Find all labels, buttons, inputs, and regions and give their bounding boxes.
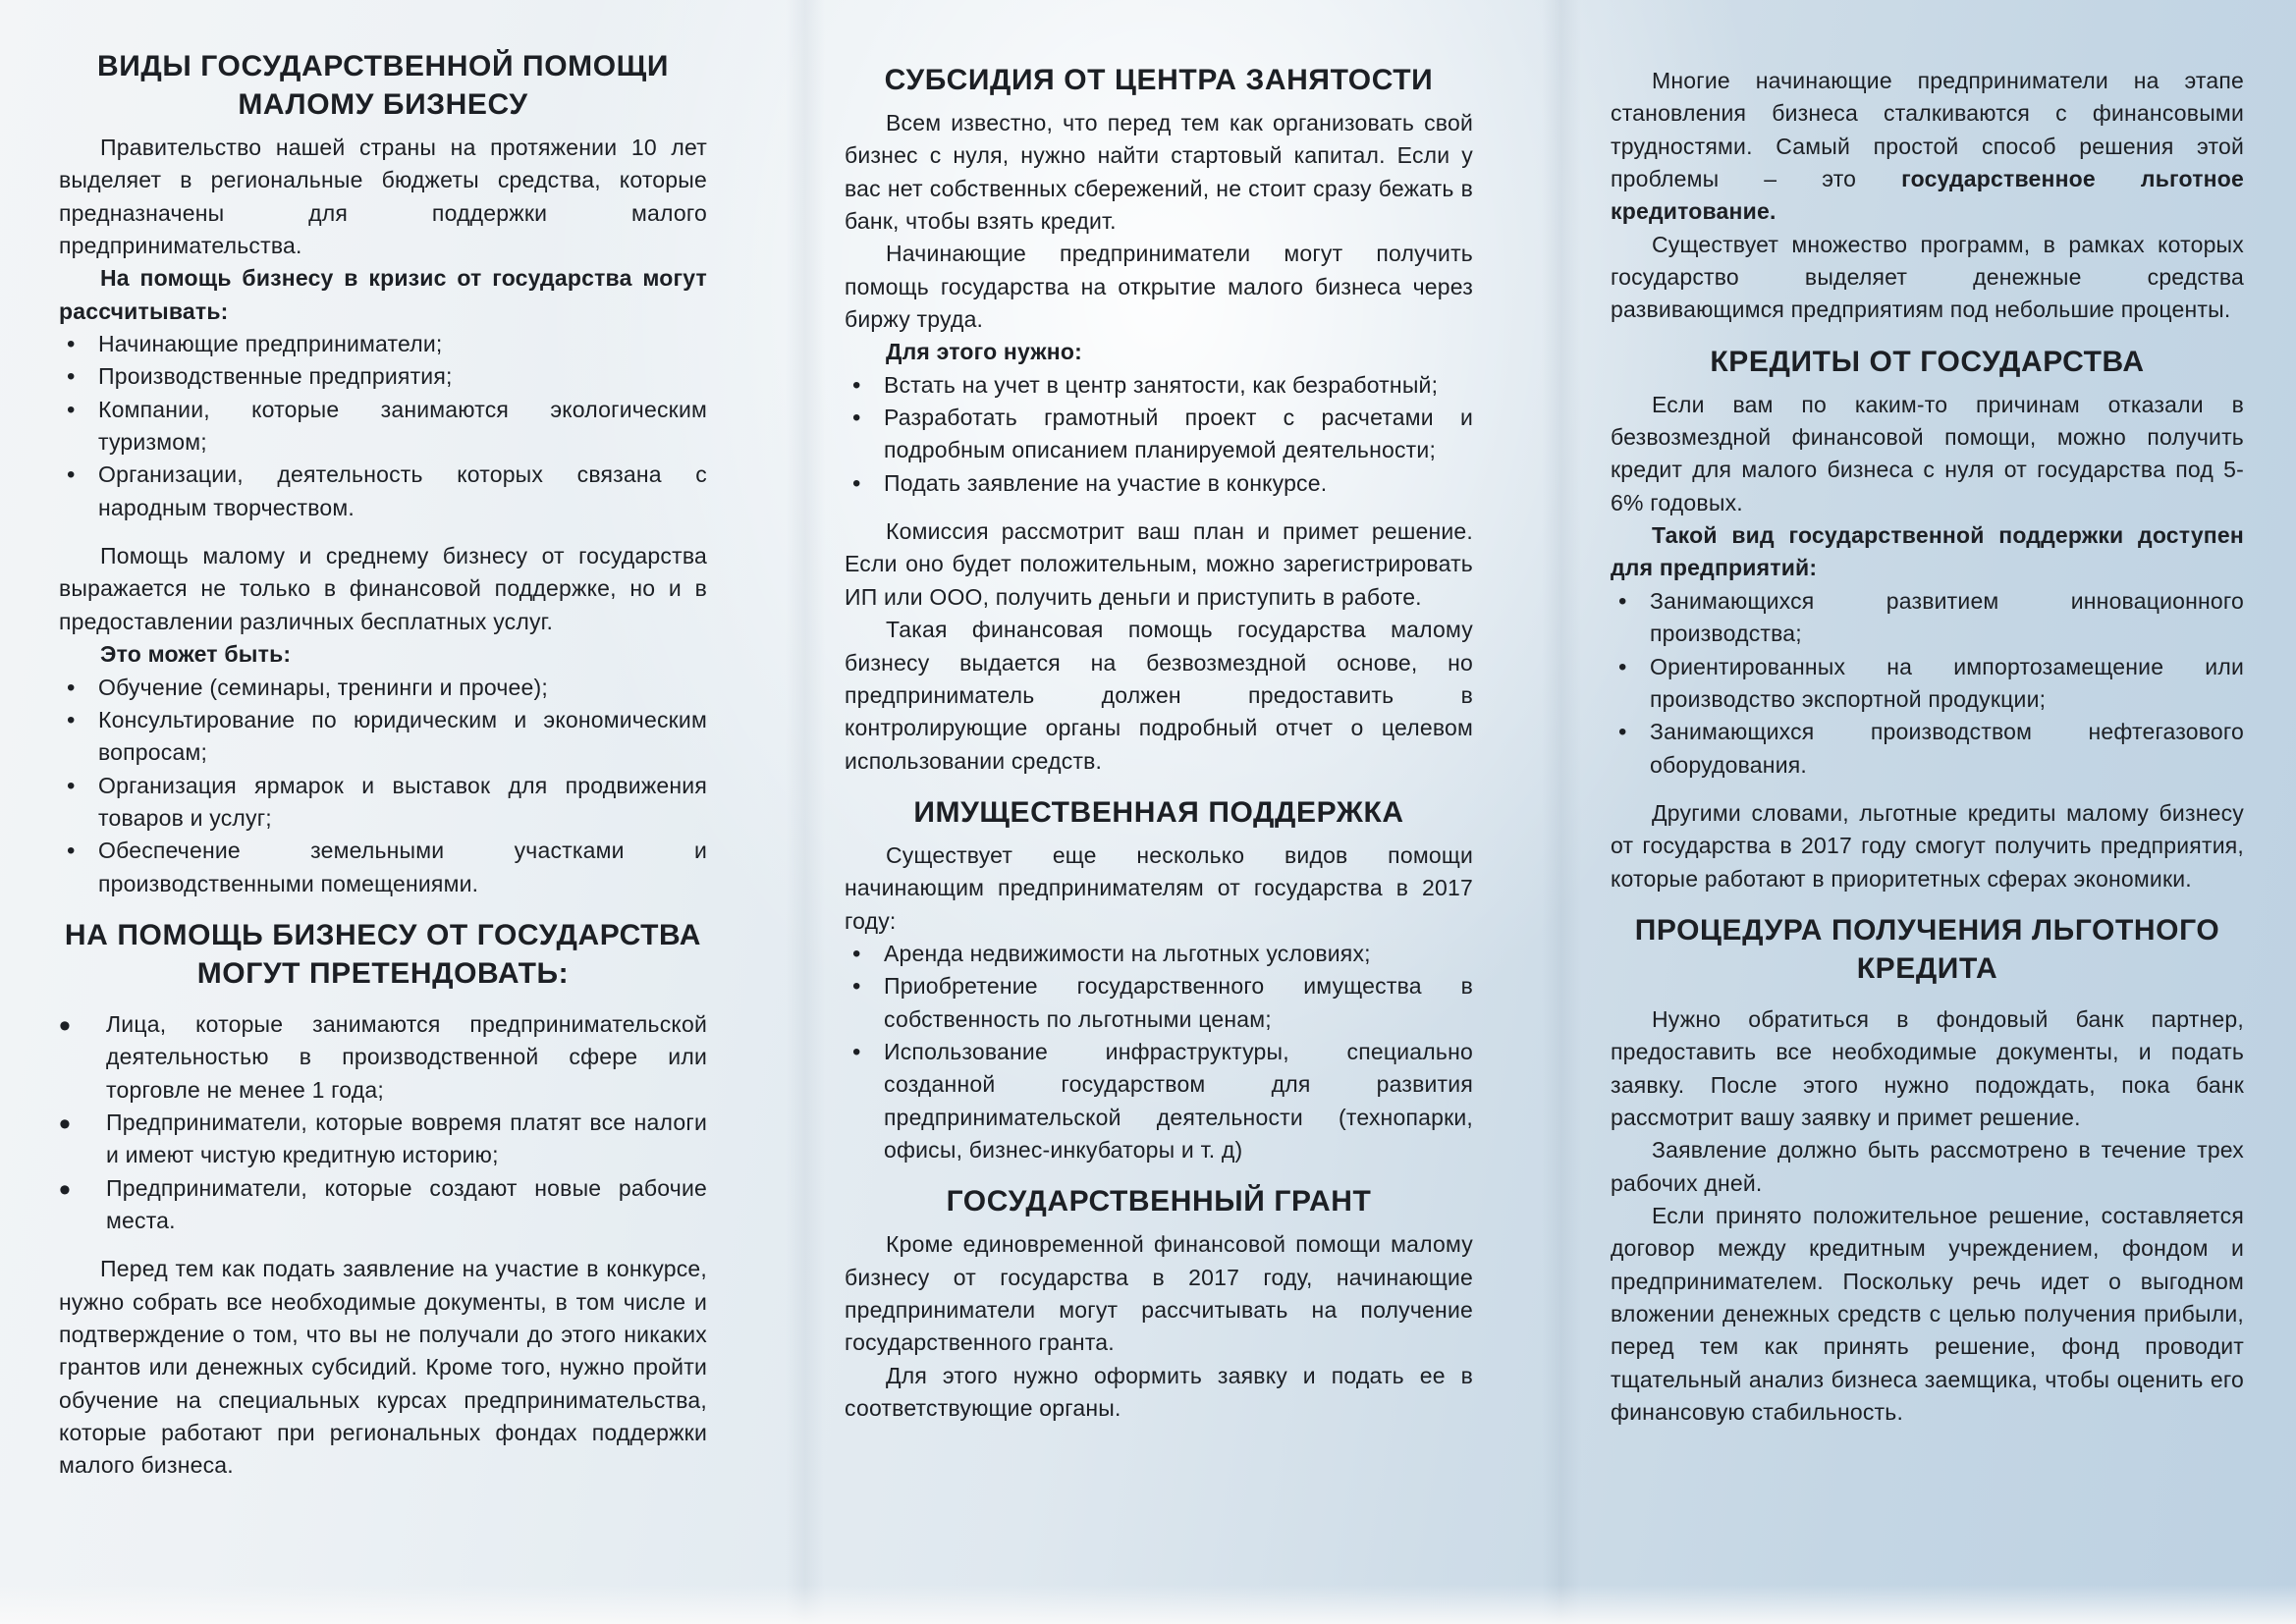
procedure-paragraph-3: Если принято положительное решение, составляется договор между кредитным учреждением, фондом и предпринимателем. Поскольку речь идет о выгодном вложении денежных средств с целью получения прибыли, перед тем как принять решение, фонд проводит тщательный анализ бизнеса заемщика, чтобы оценить его финансовую стабильность. [1611,1202,2244,1426]
list-item: • Компании, которые занимаются экологическим туризмом; [59,394,707,460]
list-item: • Организация ярмарок и выставок для продвижения товаров и услуг; [59,770,707,836]
heading-types-of-help: ВИДЫ ГОСУДАРСТВЕННОЙ ПОМОЩИ МАЛОМУ БИЗНЕСУ [97,50,669,121]
claim-list [59,1008,707,1237]
list-item: • Занимающихся производством нефтегазового оборудования. [1611,716,2244,782]
heading-state-credits: КРЕДИТЫ ОТ ГОСУДАРСТВА [1710,345,2145,378]
procedure-paragraph-2: Заявление должно быть рассмотрено в течение трех рабочих дней. [1611,1137,2244,1196]
grant-basis-paragraph: Такая финансовая помощь государства малому бизнесу выдается на безвозмездной основе, но предприниматель должен предоставить в контролирующие органы подробный отчет о целевом использовании средств. [845,617,1473,774]
support-list [1611,585,2244,782]
list-item: • Предприниматели, которые вовремя платят все налоги и имеют чистую кредитную историю; [59,1107,707,1172]
credit-intro-text: Многие начинающие предприниматели на этапе становления бизнеса сталкиваются с финансовыми трудностями. Самый простой способ решения этой проблемы – это [1611,68,2244,192]
heading-state-grant: ГОСУДАРСТВЕННЫЙ ГРАНТ [946,1185,1372,1218]
column-left [59,47,707,1483]
column-middle [845,61,1473,1425]
property-list [845,938,1473,1166]
list-item: • Предприниматели, которые создают новые рабочие места. [59,1172,707,1238]
list-item: • Встать на учет в центр занятости, как безработный; [845,369,1473,402]
list-item: • Консультирование по юридическим и экономическим вопросам; [59,704,707,770]
list-item: • Аренда недвижимости на льготных условиях; [845,938,1473,970]
crisis-list [59,328,707,524]
fold-line-left [786,0,825,1624]
maybe-lead: Это может быть: [100,641,292,668]
list-item: • Начинающие предприниматели; [59,328,707,360]
list-item: • Использование инфраструктуры, специально созданной государством для развития предпринимательской деятельности (технопарки, офисы, бизнес-инкубаторы и т. д) [845,1036,1473,1166]
subsidy-paragraph-2: Начинающие предприниматели могут получить помощь государства на открытие малого бизнеса через биржу труда. [845,241,1473,333]
support-lead: Такой вид государственной поддержки доступен для предприятий: [1611,522,2244,581]
final-paragraph: Перед тем как подать заявление на участие в конкурсе, нужно собрать все необходимые документы, в том числе и подтверждение о том, что вы не получали до этого никаких грантов или денежных субсидий. Кроме того, нужно пройти обучение на специальных курсах предпринимательства, которые работают при региональных фондах поддержки малого бизнеса. [59,1256,707,1479]
list-item: • Подать заявление на участие в конкурсе. [845,467,1473,500]
summary-paragraph: Другими словами, льготные кредиты малому бизнесу от государства в 2017 году смогут получить предприятия, которые работают в приоритетных сферах экономики. [1611,799,2244,892]
heading-property-support: ИМУЩЕСТВЕННАЯ ПОДДЕРЖКА [913,795,1404,829]
list-item: • Обеспечение земельными участками и производственными помещениями. [59,835,707,900]
help-paragraph: Помощь малому и среднему бизнесу от государства выражается не только в финансовой поддержке, но и в предоставлении различных бесплатных услуг. [59,543,707,634]
column-right [1611,65,2244,1429]
list-item: • Лица, которые занимаются предпринимательской деятельностью в производственной сфере или торговле не менее 1 года; [59,1008,707,1107]
grant-paragraph-2: Для этого нужно оформить заявку и подать ее в соответствующие органы. [845,1362,1473,1422]
heading-who-can-claim: НА ПОМОЩЬ БИЗНЕСУ ОТ ГОСУДАРСТВА МОГУТ ПРЕТЕНДОВАТЬ: [64,918,702,990]
procedure-paragraph-1: Нужно обратиться в фондовый банк партнер, предоставить все необходимые документы, и подать заявку. После этого нужно подождать, пока банк рассмотрит вашу заявку и примет решение. [1611,1005,2244,1130]
need-lead: Для этого нужно: [886,339,1083,365]
list-item: • Организации, деятельность которых связана с народным творчеством. [59,459,707,524]
heading-credit-procedure: ПРОЦЕДУРА ПОЛУЧЕНИЯ ЛЬГОТНОГО КРЕДИТА [1634,913,2220,985]
programs-paragraph: Существует множество программ, в рамках которых государство выделяет денежные средства развивающимся предприятиям под небольшие проценты. [1611,231,2244,323]
subsidy-paragraph-1: Всем известно, что перед тем как организовать свой бизнес с нуля, нужно найти стартовый капитал. Если у вас нет собственных сбережений, не стоит сразу бежать в банк, чтобы взять кредит. [845,110,1473,235]
list-item: • Занимающихся развитием инновационного производства; [1611,585,2244,651]
credit-paragraph: Если вам по каким-то причинам отказали в безвозмездной финансовой помощи, можно получить кредит для малого бизнеса с нуля от государства под 5-6% годовых. [1611,391,2244,515]
heading-employment-subsidy: СУБСИДИЯ ОТ ЦЕНТРА ЗАНЯТОСТИ [884,64,1434,96]
credit-intro-paragraph [1611,65,2244,229]
commission-paragraph: Комиссия рассмотрит ваш план и примет решение. Если оно будет положительным, можно зарегистрировать ИП или ООО, получить деньги и приступить в работе. [845,518,1473,610]
crisis-lead: На помощь бизнесу в кризис от государства могут рассчитывать: [59,265,707,324]
need-list [845,369,1473,500]
list-item: • Ориентированных на импортозамещение или производство экспортной продукции; [1611,651,2244,717]
fold-line-right [1542,0,1581,1624]
services-list [59,672,707,900]
list-item: • Приобретение государственного имущества в собственность по льготными ценам; [845,970,1473,1036]
credit-intro-bold: государственное льготное кредитование. [1611,166,2244,225]
list-item: • Производственные предприятия; [59,360,707,393]
property-paragraph: Существует еще несколько видов помощи начинающим предпринимателям от государства в 2017 году: [845,841,1473,934]
list-item: • Обучение (семинары, тренинги и прочее); [59,672,707,704]
list-item: • Разработать грамотный проект с расчетами и подробным описанием планируемой деятельности; [845,402,1473,467]
grant-paragraph-1: Кроме единовременной финансовой помощи малому бизнесу от государства в 2017 году, начинающие предприниматели могут рассчитывать на получение государственного гранта. [845,1231,1473,1356]
intro-paragraph: Правительство нашей страны на протяжении 10 лет выделяет в региональные бюджеты средства, которые предназначены для поддержки малого предпринимательства. [59,135,707,259]
paper-edge [0,1585,2296,1624]
